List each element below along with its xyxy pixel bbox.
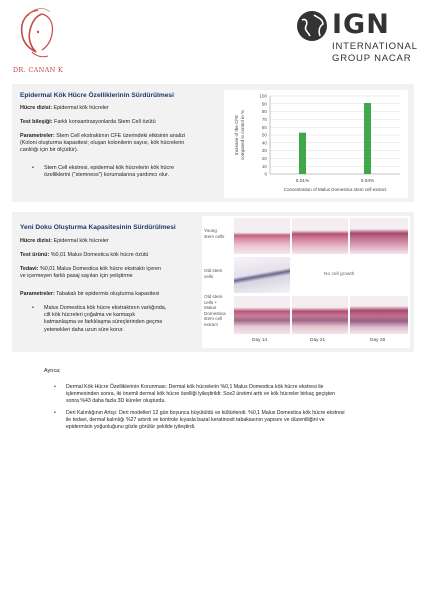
also-bullet-dermal: • Dermal Kök Hücre Özelliklerinin Korunması: Dermal kök hücrelerin %0,1 Malus Domestica kök hücre ekstresi ile işlenmesinden sonra, iki önemli dermal kök hücre özelliği iyileştirildi: Sox2 üretimi arttı ve kök hücreler birkaç geçişten sonra %43 daha fazla 3D küreler oluşturdu. <box>66 384 412 406</box>
face-silhouette-icon <box>8 6 68 66</box>
day-label-28: Day 28 <box>370 338 386 343</box>
y-tick-label: 30 <box>261 148 267 154</box>
section1-test-compound: Test bileşiği: Farklı konsantrasyonlarda Stem Cell özütü <box>20 119 156 125</box>
section2-treatment-2: ve içermeyen farklı pasaj sayıları için yetiştirme <box>20 273 133 279</box>
no-cell-growth-label: No cell growth <box>324 272 355 277</box>
globe-icon <box>296 10 328 42</box>
y-tick-label: 80 <box>261 109 267 115</box>
tissue-image-treated-day21 <box>292 296 348 334</box>
y-tick-label: 0 <box>264 171 267 177</box>
section1-bullet: • Stem Cell ekstresi, epidermal kök hücrelerin kök hücre özelliklerini ("stemness") korumalarına yardımcı olur. <box>44 165 216 179</box>
tissue-image-treated-day14 <box>234 296 290 334</box>
x-tick-label: 0.04% <box>360 179 375 184</box>
dr-canan-logo <box>8 6 68 78</box>
section1-title: Epidermal Kök Hücre Özelliklerinin Sürdürülmesi <box>20 92 174 99</box>
dr-canan-label: DR. CANAN K <box>12 66 64 74</box>
bar <box>299 133 306 174</box>
day-label-21: Day 21 <box>310 338 326 343</box>
row-label-old: Old stem cells <box>204 268 223 279</box>
ign-wordmark: IGN <box>332 9 390 40</box>
ign-logo <box>296 10 420 70</box>
histology-figure <box>202 216 410 348</box>
also-bullet-skin-thickness: • Deri Kalınlığının Artışı: Deri modelleri 12 gün boyunca büyütüldü ve kültürlendi. %0,1 Malus Domestica kök hücre ekstresi ile tedavi, dermal kalınlığı %27 artırdı ve kontrole kıyasla bazal keratinosit tabakasının yapısını ve düzenliliğini ve epidermisin yoğunluğunu gözle görülür şekilde iyileştirdi. <box>66 410 412 432</box>
section2-bullet: • Malus Domestica kök hücre ekstraktının varlığında, cilt kök hücreleri çoğalma ve karmaşık katmanlaşma ve farklılaşma süreçlerinden geçme yetenekleri daha uzun süre korur. <box>44 305 192 334</box>
tissue-image-treated-day28 <box>350 296 408 334</box>
y-tick-label: 50 <box>261 132 267 138</box>
day-label-14: Day 14 <box>252 338 268 343</box>
also-heading: Ayrıca; <box>44 368 61 374</box>
cfe-bar-chart <box>224 90 408 198</box>
y-tick-label: 20 <box>261 156 267 161</box>
y-tick-label: 40 <box>261 140 267 146</box>
section1-cell-line: Hücre dizisi: Epidermal kök hücreler <box>20 105 109 111</box>
tissue-image-young-day28 <box>350 218 408 254</box>
bar <box>364 103 371 174</box>
y-tick-label: 100 <box>259 93 267 99</box>
y-tick-label: 60 <box>261 124 267 130</box>
section2-treatment: Tedavi: %0,01 Malus Domestica kök hücre ekstraktı içeren <box>20 266 162 272</box>
section2-title: Yeni Doku Oluşturma Kapasitesinin Sürdürülmesi <box>20 224 176 231</box>
y-tick-label: 90 <box>261 101 267 107</box>
tissue-image-young-day21 <box>292 218 348 254</box>
tissue-image-young-day14 <box>234 218 290 254</box>
x-axis-title: Concentration of Malus Domestica stem cell extract <box>283 187 387 192</box>
ign-line-2: INTERNATIONAL <box>332 41 418 52</box>
section2-test-product: Test ürünü: %0,01 Malus Domestica kök hücre özütü <box>20 252 149 258</box>
section1-params-3: canlılığı için bir ölçüdür). <box>20 147 79 153</box>
y-axis-title-line2: compared to control in % <box>240 110 245 160</box>
tissue-image-old-day14 <box>234 257 290 293</box>
section2-params: Parametreler: Tabakalı bir epidermis oluşturma kapasitesi <box>20 291 160 297</box>
y-tick-label: 70 <box>261 117 267 122</box>
y-axis-title-line1: Increase of the CFE <box>234 114 239 156</box>
section1-params: Parametreler: Stem Cell ekstraktının CFE üzerindeki etkisinin analizi <box>20 133 186 139</box>
row-label-young: Young stem cells <box>204 228 225 239</box>
row-label-old-extract: Old stem cells + Malus Domestica stem cell extract <box>204 294 226 327</box>
y-tick-label: 10 <box>261 163 267 169</box>
x-tick-label: 0.01% <box>295 179 310 184</box>
section2-cell-line: Hücre dizisi: Epidermal kök hücreler <box>20 238 109 244</box>
section1-params-2: (Koloni oluşturma kapasitesi; oluşan kolonilerin sayısı, kök hücrelerin <box>20 140 185 146</box>
ign-line-3: GROUP NACAR <box>332 53 412 64</box>
chart-canvas <box>224 90 408 198</box>
